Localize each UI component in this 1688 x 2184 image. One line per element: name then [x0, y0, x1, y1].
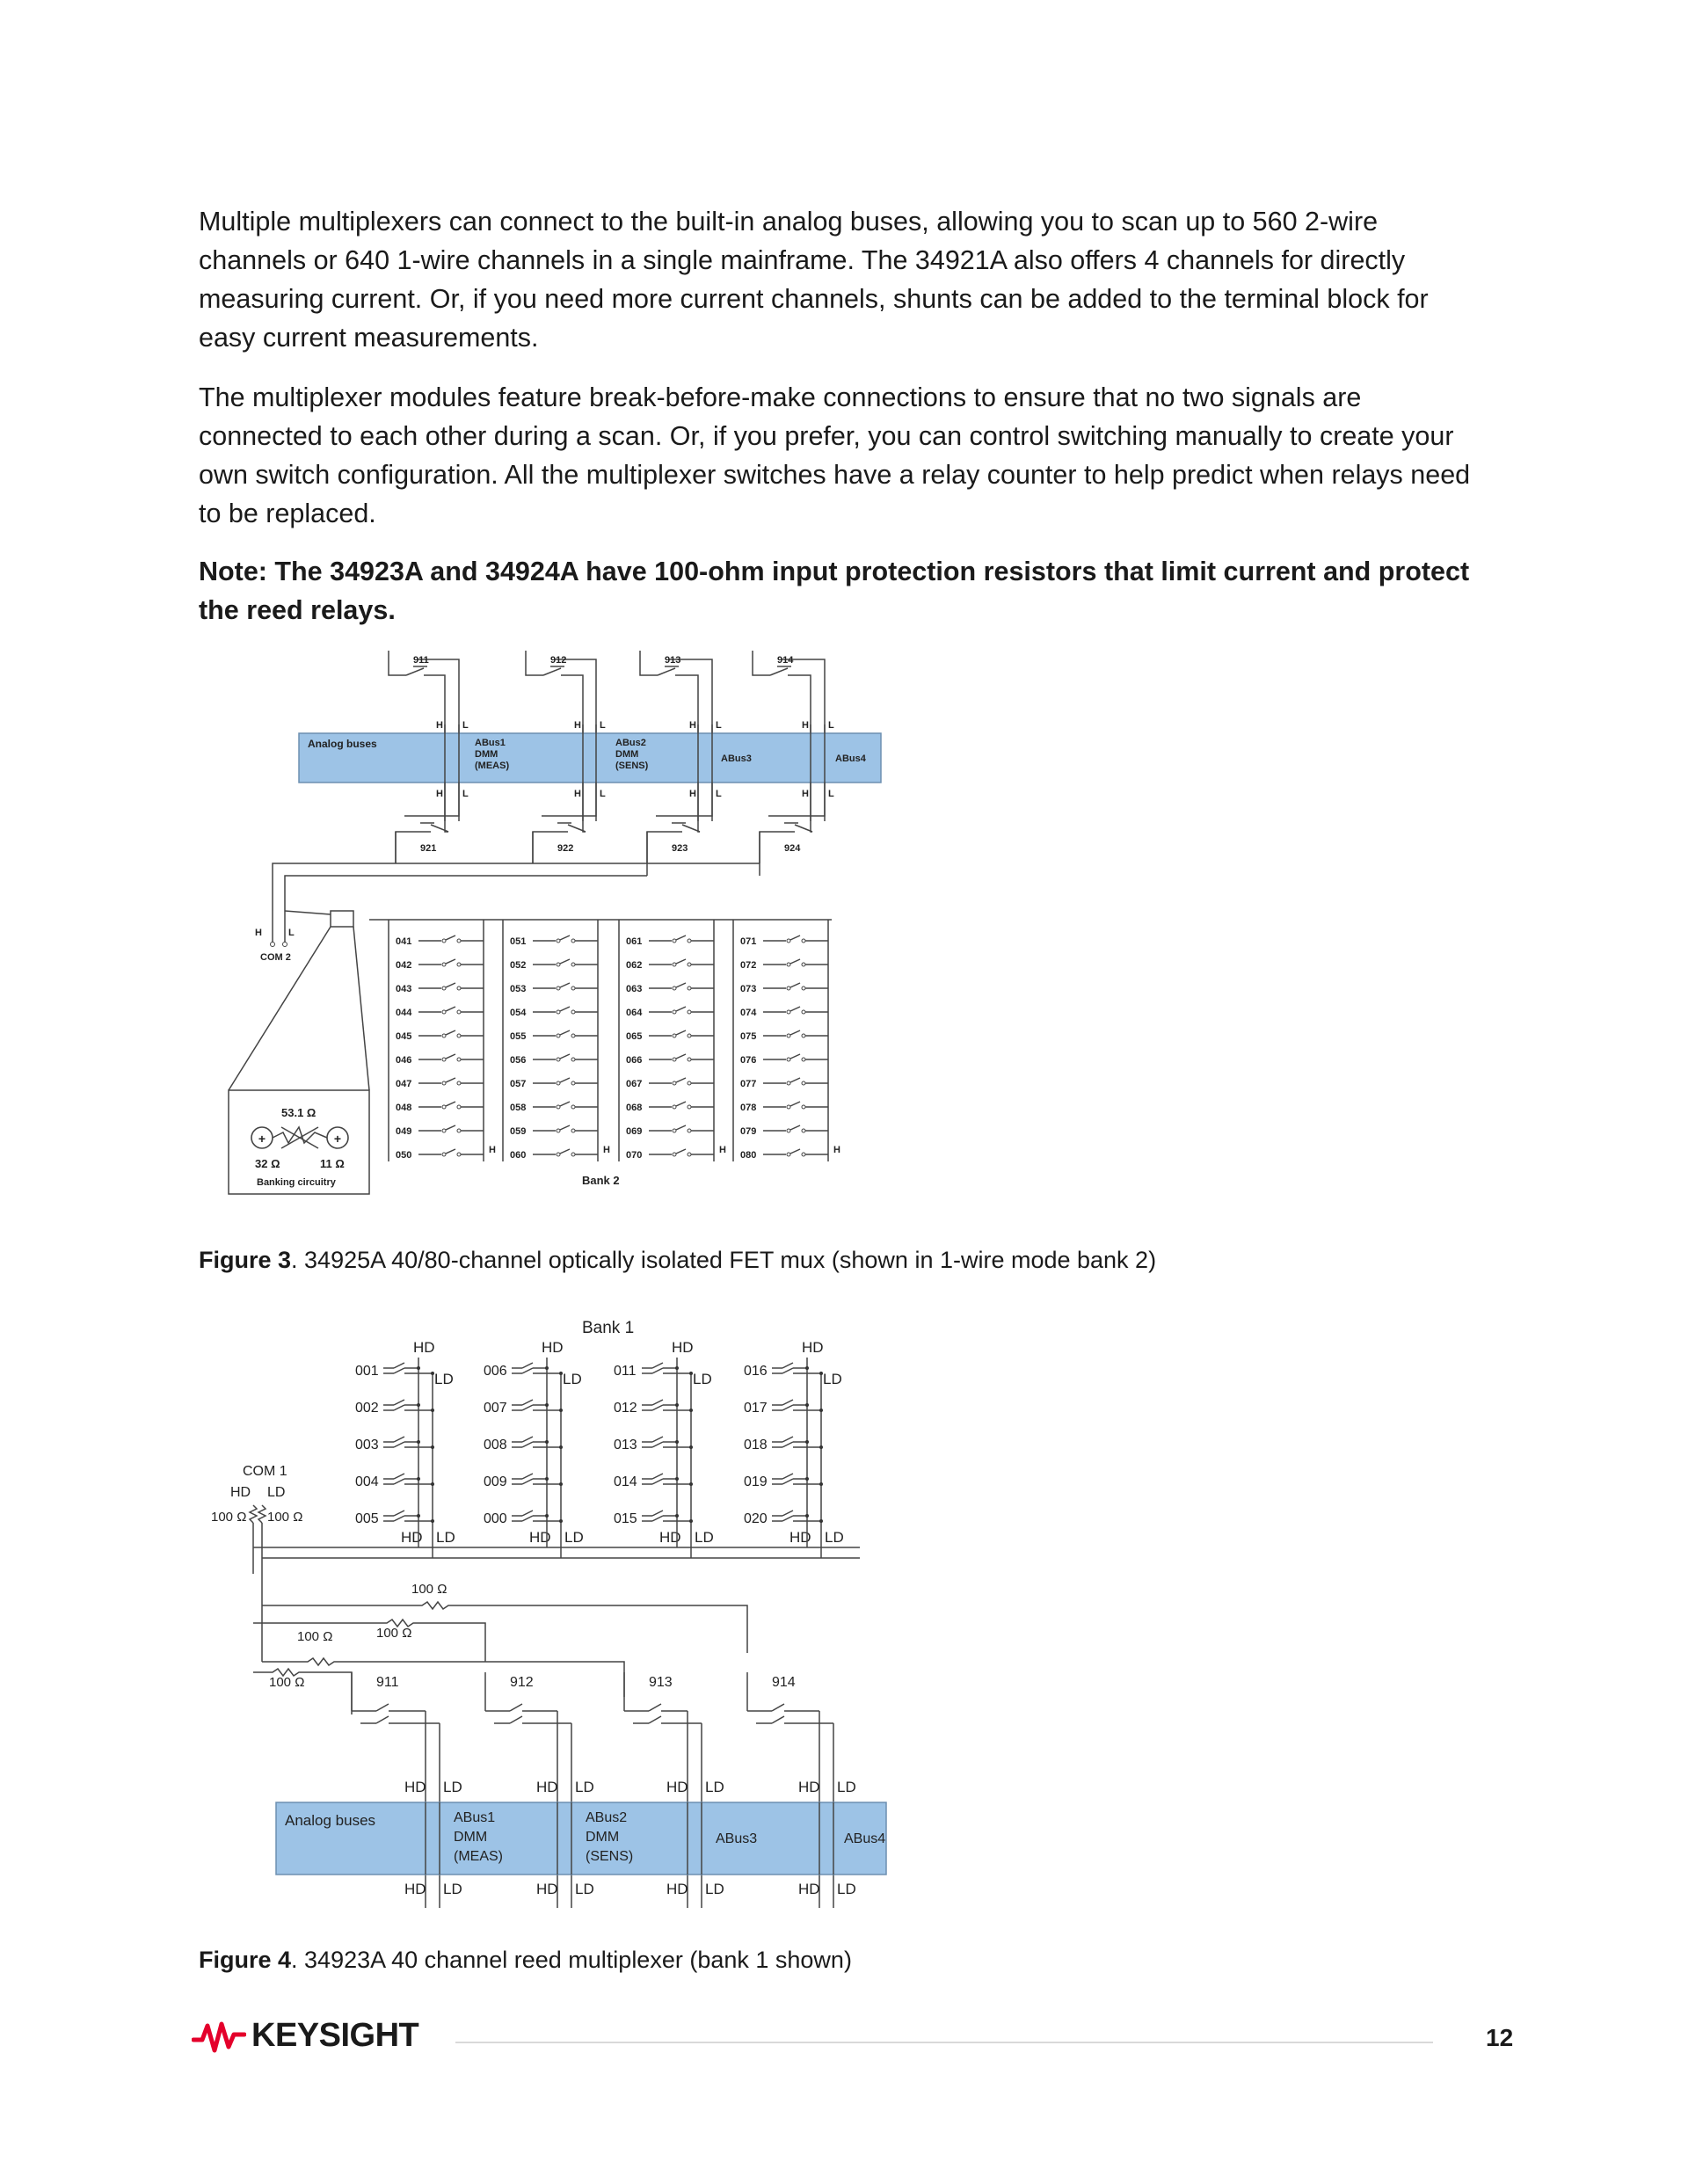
switch-label: 913 [649, 1675, 673, 1690]
bus-label: (MEAS) [454, 1849, 503, 1864]
ld-label: LD [693, 1371, 712, 1387]
ld-label: LD [695, 1529, 714, 1546]
hd-label: HD [672, 1339, 694, 1356]
h-label: H [574, 720, 581, 731]
ld-label: LD [443, 1881, 462, 1897]
channel-label: 063 [626, 984, 643, 994]
h-label: H [436, 720, 443, 731]
channel-label: 011 [614, 1364, 637, 1379]
resistor-label: 100 Ω [211, 1510, 247, 1525]
figure-4-caption [199, 1945, 852, 1975]
hd-label: HD [536, 1881, 558, 1897]
channel-label: 068 [626, 1103, 643, 1113]
bus-label: (SENS) [586, 1849, 634, 1864]
channel-label: 004 [355, 1474, 379, 1489]
resistor-label: 100 Ω [376, 1626, 412, 1641]
channel-label: 079 [740, 1126, 757, 1137]
bus-label: ABus4 [835, 753, 866, 764]
hd-label: HD [789, 1529, 811, 1546]
channel-label: 020 [744, 1511, 768, 1526]
ld-label: LD [436, 1529, 455, 1546]
figure-3-label: Figure 3 [199, 1247, 292, 1273]
bus-label: (MEAS) [475, 761, 510, 771]
channel-label: 071 [740, 936, 757, 947]
channel-label: 053 [510, 984, 527, 994]
channel-label: 062 [626, 960, 643, 971]
bus-label: DMM [615, 749, 639, 760]
brand-name: KEYSIGHT [251, 2017, 419, 2054]
channel-label: 001 [355, 1364, 379, 1379]
hd-label: HD [404, 1881, 426, 1897]
figure-4-label: Figure 4 [199, 1947, 292, 1973]
figure-3-diagram [220, 651, 888, 1205]
channel-label: 067 [626, 1079, 643, 1089]
analog-buses-label: Analog buses [285, 1812, 376, 1829]
channel-label: 077 [740, 1079, 757, 1089]
channel-label: 044 [396, 1008, 412, 1018]
h-label: H [436, 789, 443, 799]
channel-label: 019 [744, 1474, 768, 1489]
keysight-logo [192, 2017, 418, 2055]
channel-label: 017 [744, 1401, 768, 1416]
hd-label: HD [798, 1881, 820, 1897]
h-label: H [689, 789, 696, 799]
com-2-label: COM 2 [260, 952, 291, 963]
h-label: H [489, 1145, 496, 1155]
channel-label: 015 [614, 1511, 637, 1526]
l-label: L [600, 720, 606, 731]
h-label: H [833, 1145, 840, 1155]
h-label: H [802, 720, 809, 731]
banking-r3-label: 11 Ω [320, 1157, 345, 1170]
channel-label: 012 [614, 1401, 637, 1416]
resistor-label: 100 Ω [267, 1510, 303, 1525]
channel-label: 003 [355, 1438, 379, 1452]
channel-label: 070 [626, 1150, 643, 1161]
bus-label: ABus3 [721, 753, 752, 764]
top-switch-label: 911 [413, 655, 429, 666]
channel-label: 065 [626, 1031, 643, 1042]
banking-node [331, 911, 353, 927]
plus-sign: + [258, 1132, 266, 1146]
bus-label: ABus3 [716, 1831, 758, 1846]
channel-label: 013 [614, 1438, 637, 1452]
channel-label: 072 [740, 960, 757, 971]
hd-label: HD [659, 1529, 681, 1546]
channel-label: 073 [740, 984, 757, 994]
banking-r2-label: 32 Ω [255, 1157, 280, 1170]
banking-circuitry-label: Banking circuitry [257, 1177, 336, 1188]
bus-label: ABus2 [615, 738, 646, 748]
ld-label: LD [563, 1371, 582, 1387]
hd-label: HD [529, 1529, 551, 1546]
l-label: L [600, 789, 606, 799]
channel-label: 069 [626, 1126, 643, 1137]
l-label: L [828, 720, 834, 731]
hd-label: HD [536, 1779, 558, 1795]
channel-label: 041 [396, 936, 412, 947]
l-label: L [462, 720, 469, 731]
ld-label: LD [825, 1529, 844, 1546]
channel-label: 046 [396, 1055, 412, 1066]
channel-label: 006 [484, 1364, 507, 1379]
channel-label: 043 [396, 984, 412, 994]
bus-label: DMM [586, 1830, 620, 1845]
bottom-switch-label: 923 [672, 843, 688, 854]
com-1-label: COM 1 [243, 1464, 287, 1479]
channel-label: 051 [510, 936, 527, 947]
bus-label: ABus2 [586, 1810, 628, 1825]
bottom-switch-label: 924 [784, 843, 801, 854]
channel-label: 058 [510, 1103, 527, 1113]
bottom-switch-label: 921 [420, 843, 437, 854]
h-label: H [574, 789, 581, 799]
channel-label: 016 [744, 1364, 768, 1379]
l-label: L [716, 789, 722, 799]
top-switch-label: 913 [665, 655, 681, 666]
bus-label: (SENS) [615, 761, 649, 771]
bottom-switch-label: 922 [557, 843, 574, 854]
switch-label: 912 [510, 1675, 534, 1690]
hd-label: HD [666, 1881, 688, 1897]
channel-label: 000 [484, 1511, 507, 1526]
ld-label: LD [705, 1881, 724, 1897]
channel-label: 005 [355, 1511, 379, 1526]
resistor-label: 100 Ω [269, 1675, 305, 1690]
channel-label: 056 [510, 1055, 527, 1066]
l-label: L [828, 789, 834, 799]
h-label: H [719, 1145, 726, 1155]
paragraph-break-before-make: The multiplexer modules feature break-before-make connections to ensure that no two signals are connected to each other during a scan. Or, if you prefer, you can control switching manually to create your own switch configuration. All the multiplexer switches have a relay counter to help predict when relays need to be replaced. [199, 382, 1471, 528]
top-switch-label: 912 [550, 655, 567, 666]
hd-label: HD [401, 1529, 423, 1546]
channel-label: 048 [396, 1103, 412, 1113]
h-label: H [689, 720, 696, 731]
l-label: L [716, 720, 722, 731]
com-l-label: L [288, 928, 295, 938]
channel-label: 075 [740, 1031, 757, 1042]
bus-label: ABus1 [454, 1810, 496, 1825]
channel-label: 059 [510, 1126, 527, 1137]
channel-label: 008 [484, 1438, 507, 1452]
footer-divider [455, 2042, 1433, 2043]
hd-label: HD [230, 1485, 251, 1500]
hd-label: HD [798, 1779, 820, 1795]
banking-r1-label: 53.1 Ω [281, 1106, 316, 1119]
channel-label: 018 [744, 1438, 768, 1452]
channel-label: 050 [396, 1150, 412, 1161]
figure-4-diagram [202, 1310, 888, 1908]
channel-label: 060 [510, 1150, 527, 1161]
channel-label: 049 [396, 1126, 412, 1137]
channel-label: 080 [740, 1150, 757, 1161]
ld-label: LD [837, 1779, 856, 1795]
resistor-label: 100 Ω [411, 1582, 447, 1597]
channel-label: 064 [626, 1008, 643, 1018]
channel-label: 055 [510, 1031, 527, 1042]
channel-label: 009 [484, 1474, 507, 1489]
ld-label: LD [705, 1779, 724, 1795]
switch-label: 911 [376, 1675, 399, 1690]
hd-label: HD [542, 1339, 564, 1356]
ld-label: LD [564, 1529, 584, 1546]
note-protection-resistors: Note: The 34923A and 34924A have 100-ohm input protection resistors that limit current and protect the reed relays. [199, 557, 1470, 625]
ld-label: LD [434, 1371, 454, 1387]
paragraph-analog-buses: Multiple multiplexers can connect to the built-in analog buses, allowing you to scan up to 560 2-wire channels or 640 1-wire channels in a single mainframe. The 34921A also offers 4 channels for directly measuring current. Or, if you need more current channels, shunts can be added to the terminal block for easy current measurements. [199, 207, 1429, 353]
channel-label: 074 [740, 1008, 757, 1018]
page-number: 12 [1486, 2024, 1514, 2051]
l-label: L [462, 789, 469, 799]
ld-label: LD [575, 1881, 594, 1897]
figure-3-caption [199, 1245, 1156, 1275]
hd-label: HD [666, 1779, 688, 1795]
hd-label: HD [413, 1339, 435, 1356]
channel-label: 052 [510, 960, 527, 971]
bank-1-label: Bank 1 [582, 1319, 635, 1337]
bus-label: ABus4 [844, 1831, 886, 1846]
channel-label: 045 [396, 1031, 412, 1042]
channel-label: 014 [614, 1474, 637, 1489]
ld-label: LD [837, 1881, 856, 1897]
analog-bus-rect [299, 733, 881, 783]
ld-label: LD [267, 1485, 286, 1500]
bank-2-label: Bank 2 [582, 1174, 620, 1187]
bus-label: DMM [475, 749, 498, 760]
channel-label: 054 [510, 1008, 527, 1018]
ld-label: LD [823, 1371, 842, 1387]
channel-label: 007 [484, 1401, 507, 1416]
hd-label: HD [404, 1779, 426, 1795]
channel-label: 042 [396, 960, 412, 971]
channel-label: 002 [355, 1401, 379, 1416]
h-label: H [802, 789, 809, 799]
channel-label: 076 [740, 1055, 757, 1066]
h-label: H [603, 1145, 610, 1155]
channel-label: 047 [396, 1079, 412, 1089]
bus-label: DMM [454, 1830, 488, 1845]
channel-label: 061 [626, 936, 643, 947]
channel-label: 078 [740, 1103, 757, 1113]
ld-label: LD [443, 1779, 462, 1795]
hd-label: HD [802, 1339, 824, 1356]
plus-sign: + [333, 1132, 342, 1146]
com-h-label: H [255, 928, 262, 938]
analog-buses-label: Analog buses [308, 738, 377, 750]
top-switch-label: 914 [777, 655, 794, 666]
resistor-label: 100 Ω [297, 1629, 333, 1644]
bus-label: ABus1 [475, 738, 506, 748]
ld-label: LD [575, 1779, 594, 1795]
switch-label: 914 [772, 1675, 796, 1690]
channel-label: 066 [626, 1055, 643, 1066]
figure-4-caption-text: . 34923A 40 channel reed multiplexer (bank 1 shown) [291, 1947, 852, 1973]
keysight-wave-icon [192, 2019, 246, 2054]
figure-3-caption-text: . 34925A 40/80-channel optically isolated FET mux (shown in 1-wire mode bank 2) [291, 1247, 1157, 1273]
channel-label: 057 [510, 1079, 527, 1089]
